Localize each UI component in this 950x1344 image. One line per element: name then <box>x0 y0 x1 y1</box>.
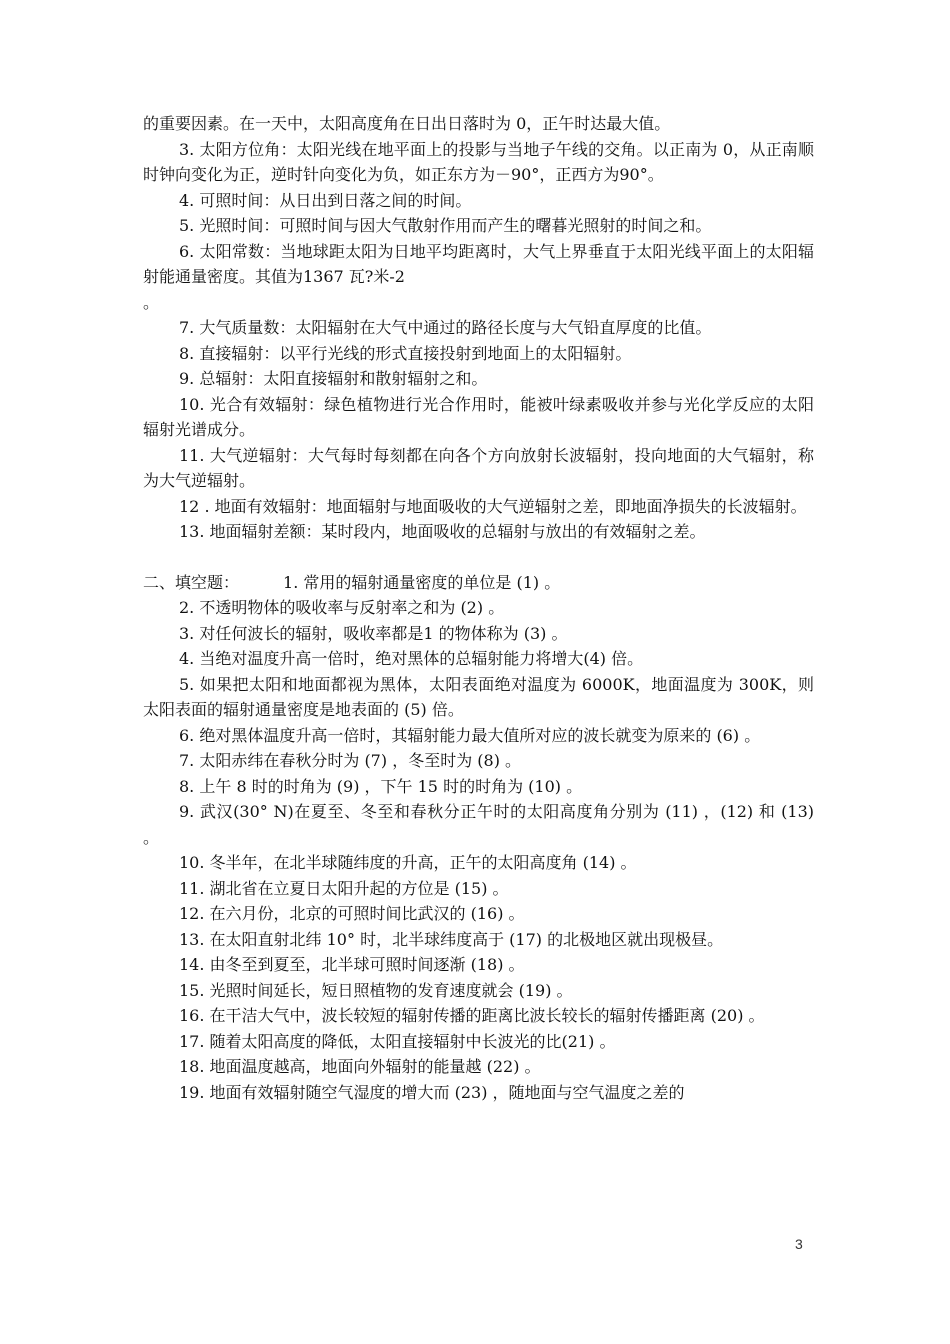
definition-item: 3. 太阳方位角：太阳光线在地平面上的投影与当地子午线的交角。以正南为 0，从正南顺时钟向变化为正，逆时针向变化为负，如正东方为－90°，正西方为90°。 <box>143 139 814 184</box>
question-item: 18. 地面温度越高，地面向外辐射的能量越 (22) 。 <box>179 1057 541 1076</box>
question-item: 12. 在六月份，北京的可照时间比武汉的 (16) 。 <box>179 904 525 923</box>
question-item: 4. 当绝对温度升高一倍时，绝对黑体的总辐射能力将增大(4) 倍。 <box>179 649 644 668</box>
definition-line: 的重要因素。在一天中，太阳高度角在日出日落时为 0，正午时达最大值。 <box>143 114 671 133</box>
definition-item: 6. 太阳常数：当地球距太阳为日地平均距离时，大气上界垂直于太阳光线平面上的太阳辐射能通量密度。其值为1367 瓦?米-2 <box>143 241 814 286</box>
question-item: 7. 太阳赤纬在春秋分时为 (7) ，冬至时为 (8) 。 <box>179 751 522 770</box>
definition-item: 13. 地面辐射差额：某时段内，地面吸收的总辐射与放出的有效辐射之差。 <box>179 522 706 541</box>
definition-item: 10. 光合有效辐射：绿色植物进行光合作用时，能被叶绿素吸收并参与光化学反应的太阳辐射光谱成分。 <box>143 394 814 439</box>
section-title: 二、填空题： <box>143 572 240 592</box>
definition-line: 。 <box>143 292 160 312</box>
definition-item: 12 . 地面有效辐射：地面辐射与地面吸收的大气逆辐射之差，即地面净损失的长波辐射。 <box>179 496 807 516</box>
question-item: 2. 不透明物体的吸收率与反射率之和为 (2) 。 <box>179 598 505 617</box>
definition-item: 7. 大气质量数：太阳辐射在大气中通过的路径长度与大气铅直厚度的比值。 <box>179 318 712 337</box>
page-number: 3 <box>795 1236 803 1252</box>
question-item: 3. 对任何波长的辐射，吸收率都是1 的物体称为 (3) 。 <box>179 623 568 643</box>
question-item: 5. 如果把太阳和地面都视为黑体，太阳表面绝对温度为 6000K，地面温度为 300K，则太阳表面的辐射通量密度是地表面的 (5) 倍。 <box>143 674 814 719</box>
question-item: 13. 在太阳直射北纬 10° 时，北半球纬度高于 (17) 的北极地区就出现极昼。 <box>179 929 724 949</box>
question-item: 6. 绝对黑体温度升高一倍时，其辐射能力最大值所对应的波长就变为原来的 (6) 。 <box>179 725 761 745</box>
question-item: 8. 上午 8 时的时角为 (9) ，下午 15 时的时角为 (10) 。 <box>179 776 583 796</box>
question-item: 19. 地面有效辐射随空气湿度的增大而 (23) ，随地面与空气温度之差的 <box>179 1082 685 1102</box>
question-item: 17. 随着太阳高度的降低，太阳直接辐射中长波光的比(21) 。 <box>179 1031 616 1051</box>
definition-item: 8. 直接辐射：以平行光线的形式直接投射到地面上的太阳辐射。 <box>179 343 632 363</box>
section-gap <box>143 545 814 570</box>
definition-item: 4. 可照时间：从日出到日落之间的时间。 <box>179 190 472 210</box>
page-content <box>143 111 814 1105</box>
question-item: 16. 在干洁大气中，波长较短的辐射传播的距离比波长较长的辐射传播距离 (20) 。 <box>179 1006 765 1025</box>
question-item: 14. 由冬至到夏至，北半球可照时间逐渐 (18) 。 <box>179 955 525 974</box>
fill-section-heading <box>143 570 814 596</box>
definition-item: 9. 总辐射：太阳直接辐射和散射辐射之和。 <box>179 369 488 388</box>
definition-item: 5. 光照时间：可照时间与因大气散射作用而产生的曙暮光照射的时间之和。 <box>179 216 712 235</box>
definition-item: 11. 大气逆辐射：大气每时每刻都在向各个方向放射长波辐射，投向地面的大气辐射，称为大气逆辐射。 <box>143 445 814 490</box>
question-item: 15. 光照时间延长，短日照植物的发育速度就会 (19) 。 <box>179 980 573 1000</box>
question-item: 1. 常用的辐射通量密度的单位是 (1) 。 <box>283 572 561 592</box>
question-item: 10. 冬半年，在北半球随纬度的升高，正午的太阳高度角 (14) 。 <box>179 853 637 872</box>
question-item: 11. 湖北省在立夏日太阳升起的方位是 (15) 。 <box>179 878 509 898</box>
question-item: 9. 武汉(30° N)在夏至、冬至和春秋分正午时的太阳高度角分别为 (11) ，(12) 和 (13) 。 <box>143 802 814 847</box>
